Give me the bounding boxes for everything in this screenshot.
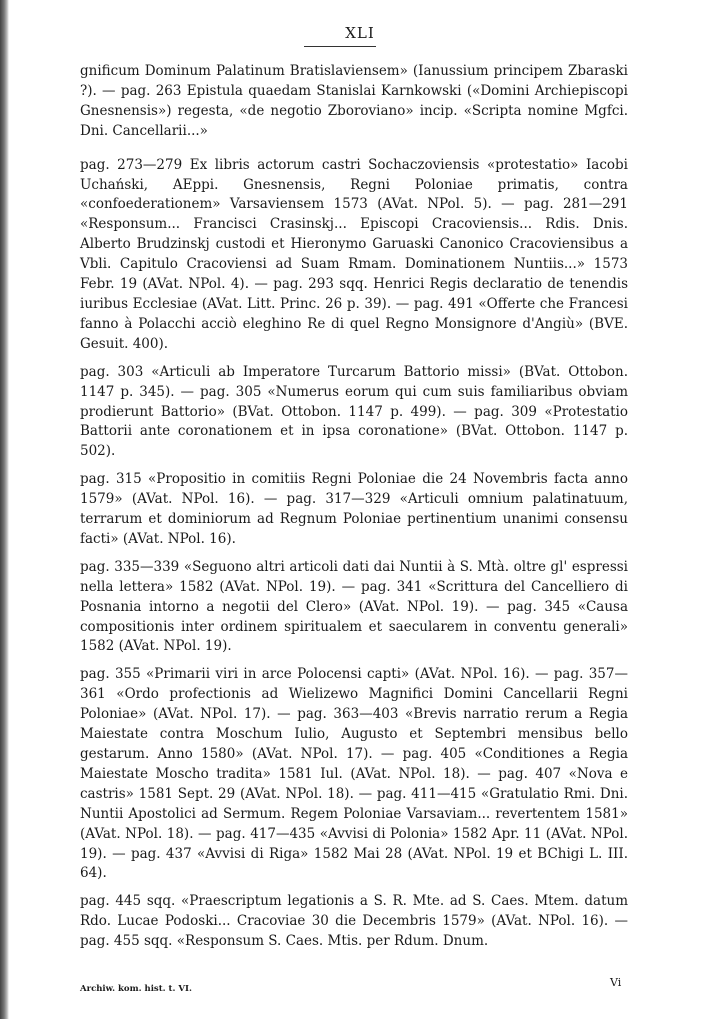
catchword: Vi [610, 976, 622, 989]
paragraph-pag-315: pag. 315 «Propositio in comitiis Regni Poloniae die 24 Novembris facta anno 1579» (AVat. NPol. 16). — pag. 317—329 «Articuli omnium palatinatuum, terrarum et dominiorum ad Regnum Poloniae pertinentium unanimi consensu facti» (AVat. NPol. 16). [80, 471, 628, 547]
paragraph-pag-355: pag. 355 «Primarii viri in arce Polocensi capti» (AVat. NPol. 16). — pag. 357—361 «Ordo profectionis ad Wielizewo Magnifici Domini Cancellarii Regni Poloniae» (AVat. NPol. 17). — pag. 363—403 «Brevis narratio rerum a Regia Maiestate contra Moschum Iulio, Augusto et Septembri mensibus bello gestarum. Anno 1580» (AVat. NPol. 17). — pag. 405 «Conditiones a Regia Maiestate Moscho tradita» 1581 Iul. (AVat. NPol. 18). — pag. 407 «Nova e castris» 1581 Sept. 29 (AVat. NPol. 18). — pag. 411—415 «Gratulatio Rmi. Dni. Nuntii Apostolici ad Sermum. Regem Poloniae Varsaviam... revertentem 1581» (AVat. NPol. 18). — pag. 417—435 «Avvisi di Polonia» 1582 Apr. 11 (AVat. NPol. 19). — pag. 437 «Avvisi di Riga» 1582 Mai 28 (AVat. NPol. 19 et BChigi L. III. 64). [80, 666, 628, 882]
page-body [80, 62, 628, 960]
header-rule [304, 46, 376, 47]
page-binding-edge [0, 0, 9, 1019]
paragraph-pag-335: pag. 335—339 «Seguono altri articoli dati dai Nuntii à S. Mtà. oltre gl' espressi nella lettera» 1582 (AVat. NPol. 19). — pag. 341 «Scrittura del Cancelliero di Posnania intorno a negotii del Clero» (AVat. NPol. 19). — pag. 345 «Causa compositionis inter ordinem spiritualem et saecularem in conventu generali» 1582 (AVat. NPol. 19). [80, 558, 628, 655]
paragraph-pag-273: pag. 273—279 Ex libris actorum castri Sochaczoviensis «protestatio» Iacobi Uchański, AEppi. Gnesnensis, Regni Poloniae primatis, contra «confoederationem» Varsaviensem 1573 (AVat. NPol. 5). — pag. 281—291 «Responsum... Francisci Crasinskj... Episcopi Cracoviensis... Rdis. Dnis. Alberto Brudzinskj custodi et Hieronymo Garuaski Canonico Cracoviensibus a Vbli. Capitulo Cracoviensi ad Suam Rmam. Dominationem Nuntiis...» 1573 Febr. 19 (AVat. NPol. 4). — pag. 293 sqq. Henrici Regis declaratio de tenendis iuribus Ecclesiae (AVat. Litt. Princ. 26 p. 39). — pag. 491 «Offerte che Francesi fanno à Polacchi acciò eleghino Re di quel Regno Monsignore d'Angiù» (BVE. Gesuit. 400). [80, 156, 628, 352]
paragraph-pag-303: pag. 303 «Articuli ab Imperatore Turcarum Battorio missi» (BVat. Ottobon. 1147 p. 345). — pag. 305 «Numerus eorum qui cum suis familiaribus obviam prodierunt Battorio» (BVat. Ottobon. 1147 p. 499). — pag. 309 «Protestatio Battorii ante coronationem et in ipsa coronatione» (BVat. Ottobon. 1147 p. 502). [80, 363, 628, 460]
page-number: XLI [345, 24, 375, 42]
paragraph-pag-445: pag. 445 sqq. «Praescriptum legationis a S. R. Mte. ad S. Caes. Mtem. datum Rdo. Lucae Podoski... Cracoviae 30 die Decembris 1579» (AVat. NPol. 16). — pag. 455 sqq. «Responsum S. Caes. Mtis. per Rdum. Dnum. [80, 893, 628, 950]
paragraph-continuation: gnificum Dominum Palatinum Bratislaviensem» (Ianussium principem Zbaraski ?). — pag. 263 Epistula quaedam Stanislai Karnkowski («Domini Archiepiscopi Gnesnensis») regesta, «de negotio Zboroviano» incip. «Scripta nomine Mgfci. Dni. Cancellarii...» [80, 63, 628, 139]
printer-signature: Archiw. kom. hist. t. VI. [80, 984, 192, 994]
